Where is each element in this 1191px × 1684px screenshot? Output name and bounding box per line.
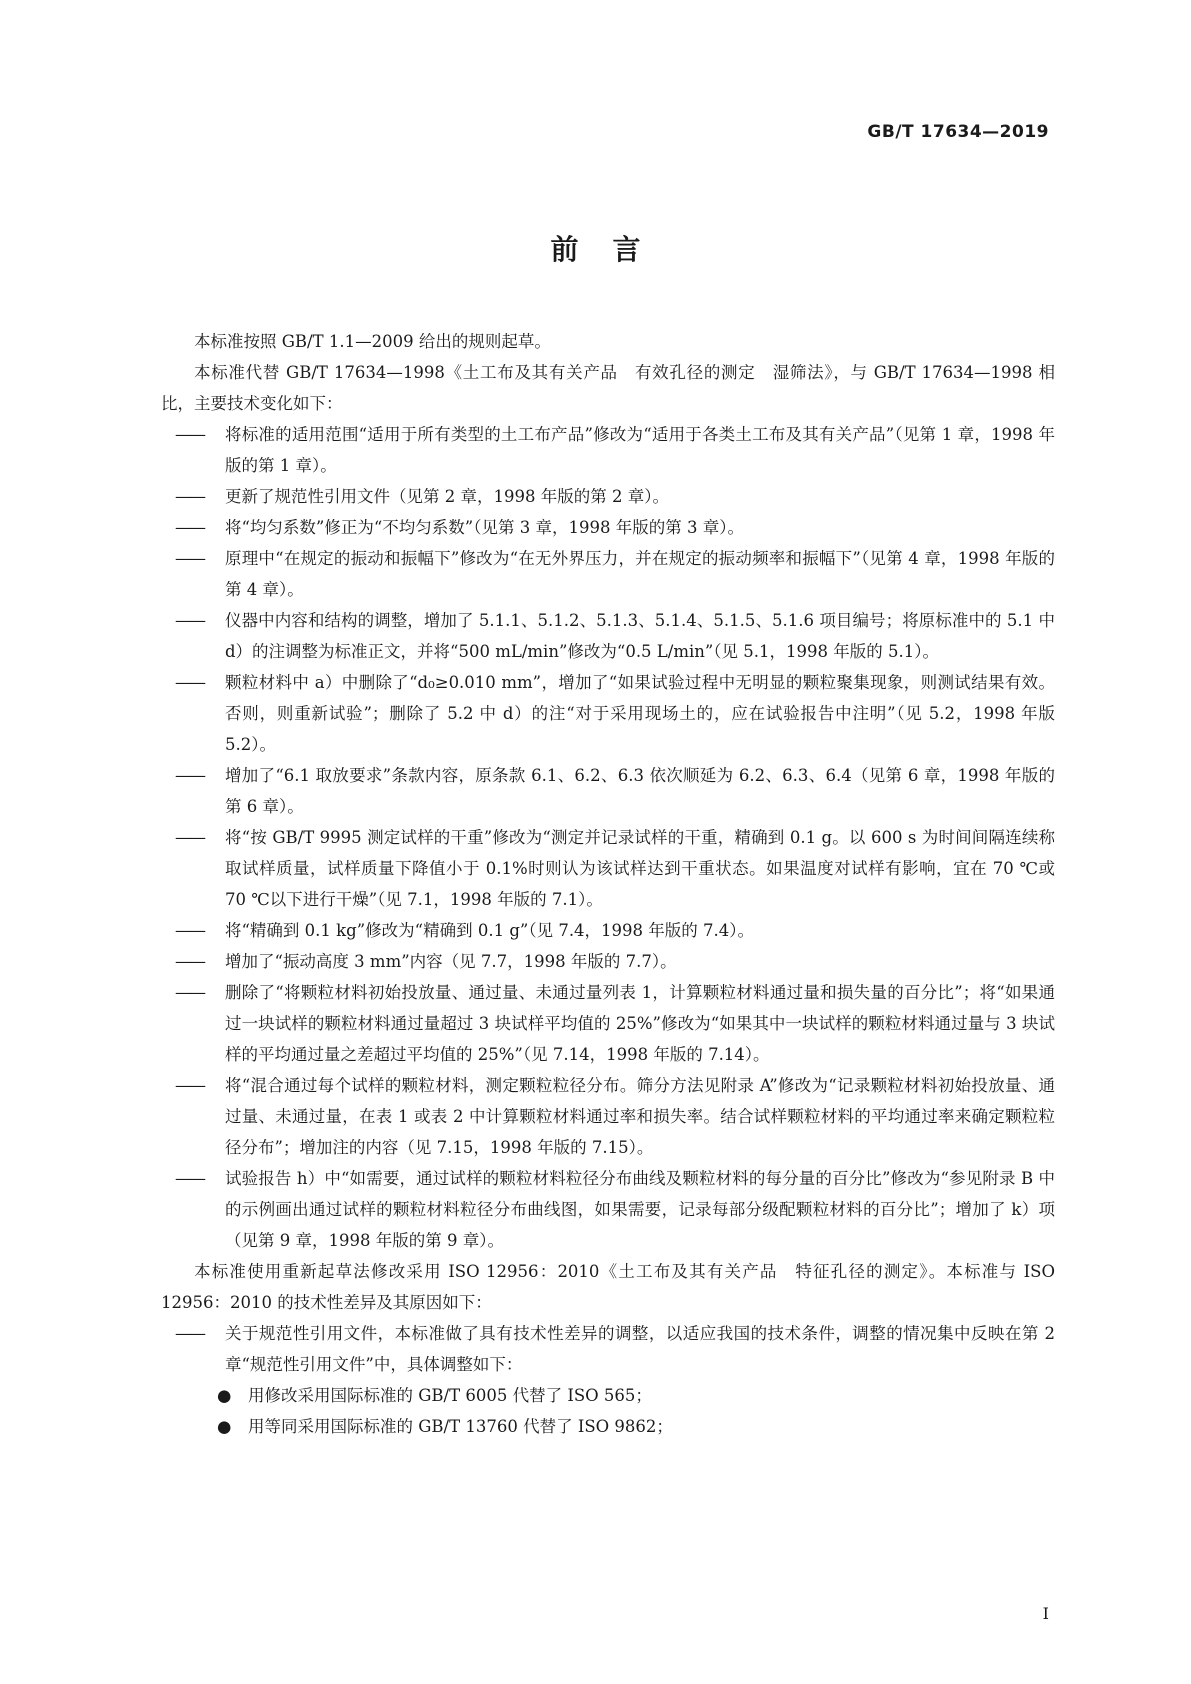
- list-item: [161, 512, 1055, 543]
- list-item-text: 仪器中内容和结构的调整，增加了 5.1.1、5.1.2、5.1.3、5.1.4、5.1.5、5.1.6 项目编号；将原标准中的 5.1 中 d）的注调整为标准正文，并将“500 mL/min”修改为“0.5 L/min”（见 5.1，1998 年版的 5.1）。: [225, 611, 1055, 661]
- list-item-text: 将“精确到 0.1 kg”修改为“精确到 0.1 g”（见 7.4，1998 年版的 7.4）。: [225, 921, 755, 940]
- bullet-item-text: 用等同采用国际标准的 GB/T 13760 代替了 ISO 9862；: [248, 1417, 673, 1436]
- list-item: [161, 481, 1055, 512]
- list-item-text: 原理中“在规定的振动和振幅下”修改为“在无外界压力，并在规定的振动频率和振幅下”（见第 4 章，1998 年版的第 4 章）。: [225, 549, 1055, 599]
- dash-marker: ——: [175, 549, 204, 568]
- list-item-text: 增加了“6.1 取放要求”条款内容，原条款 6.1、6.2、6.3 依次顺延为 6.2、6.3、6.4（见第 6 章，1998 年版的第 6 章）。: [225, 766, 1055, 816]
- bullet-item: [161, 1411, 1055, 1442]
- dash-marker: ——: [175, 921, 204, 940]
- bullet-icon: ●: [217, 1386, 232, 1405]
- list-item: [161, 822, 1055, 915]
- bullet-item: [161, 1380, 1055, 1411]
- list-item: [161, 1070, 1055, 1163]
- list-item-text: 删除了“将颗粒材料初始投放量、通过量、未通过量列表 1，计算颗粒材料通过量和损失量的百分比”；将“如果通过一块试样的颗粒材料通过量超过 3 块试样平均值的 25%”修改为“如果其中一块试样的颗粒材料通过量与 3 块试样的平均通过量之差超过平均值的 25%”（见 7.14，1998 年版的 7.14）。: [225, 983, 1055, 1064]
- list-item-text: 将标准的适用范围“适用于所有类型的土工布产品”修改为“适用于各类土工布及其有关产品”（见第 1 章，1998 年版的第 1 章）。: [225, 425, 1055, 475]
- list-item-text: 关于规范性引用文件，本标准做了具有技术性差异的调整，以适应我国的技术条件，调整的情况集中反映在第 2 章“规范性引用文件”中，具体调整如下：: [225, 1324, 1055, 1374]
- standard-number: GB/T 17634—2019: [867, 122, 1049, 142]
- page-number: I: [1042, 1604, 1049, 1623]
- bullet-icon: ●: [217, 1417, 232, 1436]
- list-item: [161, 946, 1055, 977]
- dash-marker: ——: [175, 1324, 204, 1343]
- list-item-text: 试验报告 h）中“如需要，通过试样的颗粒材料粒径分布曲线及颗粒材料的每分量的百分比”修改为“参见附录 B 中的示例画出通过试样的颗粒材料粒径分布曲线图，如果需要，记录每部分级配颗粒材料的百分比”；增加了 k）项（见第 9 章，1998 年版的第 9 章）。: [225, 1169, 1055, 1250]
- foreword-body: [161, 326, 1055, 1442]
- intro-paragraph-2: 本标准代替 GB/T 17634—1998《土工布及其有关产品 有效孔径的测定 湿筛法》，与 GB/T 17634—1998 相比，主要技术变化如下：: [161, 363, 1055, 413]
- dash-marker: ——: [175, 425, 204, 444]
- dash-marker: ——: [175, 487, 204, 506]
- dash-marker: ——: [175, 828, 204, 847]
- list-item-text: 更新了规范性引用文件（见第 2 章，1998 年版的第 2 章）。: [225, 487, 669, 506]
- intro-paragraph-1: 本标准按照 GB/T 1.1—2009 给出的规则起草。: [194, 332, 551, 351]
- list-item: [161, 915, 1055, 946]
- list-item: [161, 760, 1055, 822]
- list-item-text: 将“均匀系数”修正为“不均匀系数”（见第 3 章，1998 年版的第 3 章）。: [225, 518, 744, 537]
- dash-marker: ——: [175, 952, 204, 971]
- dash-marker: ——: [175, 766, 204, 785]
- dash-marker: ——: [175, 673, 204, 692]
- list-item: [161, 667, 1055, 760]
- list-item: [161, 605, 1055, 667]
- iso-differences-list: [161, 1318, 1055, 1380]
- dash-marker: ——: [175, 983, 204, 1002]
- dash-marker: ——: [175, 1169, 204, 1188]
- list-item: [161, 1163, 1055, 1256]
- list-item: [161, 543, 1055, 605]
- dash-marker: ——: [175, 1076, 204, 1095]
- changes-list: [161, 419, 1055, 1256]
- bullet-item-text: 用修改采用国际标准的 GB/T 6005 代替了 ISO 565；: [248, 1386, 652, 1405]
- iso-intro-paragraph: 本标准使用重新起草法修改采用 ISO 12956：2010《土工布及其有关产品 特征孔径的测定》。本标准与 ISO 12956：2010 的技术性差异及其原因如下：: [161, 1262, 1055, 1312]
- list-item-text: 颗粒材料中 a）中删除了“d₀≥0.010 mm”，增加了“如果试验过程中无明显的颗粒聚集现象，则测试结果有效。否则，则重新试验”；删除了 5.2 中 d）的注“对于采用现场土的，应在试验报告中注明”（见 5.2，1998 年版 5.2）。: [225, 673, 1055, 754]
- bullet-list: [161, 1380, 1055, 1442]
- page-title: 前言: [550, 233, 675, 266]
- dash-marker: ——: [175, 611, 204, 630]
- dash-marker: ——: [175, 518, 204, 537]
- list-item-text: 增加了“振动高度 3 mm”内容（见 7.7，1998 年版的 7.7）。: [225, 952, 677, 971]
- list-item: [161, 1318, 1055, 1380]
- list-item: [161, 419, 1055, 481]
- list-item-text: 将“按 GB/T 9995 测定试样的干重”修改为“测定并记录试样的干重，精确到 0.1 g。以 600 s 为时间间隔连续称取试样质量，试样质量下降值小于 0.1%时则认为该试样达到干重状态。如果温度对试样有影响，宜在 70 ℃或 70 ℃以下进行干燥”（见 7.1，1998 年版的 7.1）。: [225, 828, 1055, 909]
- list-item-text: 将“混合通过每个试样的颗粒材料，测定颗粒粒径分布。筛分方法见附录 A”修改为“记录颗粒材料初始投放量、通过量、未通过量，在表 1 或表 2 中计算颗粒材料通过率和损失率。结合试样颗粒材料的平均通过率来确定颗粒粒径分布”；增加注的内容（见 7.15，1998 年版的 7.15）。: [225, 1076, 1055, 1157]
- list-item: [161, 977, 1055, 1070]
